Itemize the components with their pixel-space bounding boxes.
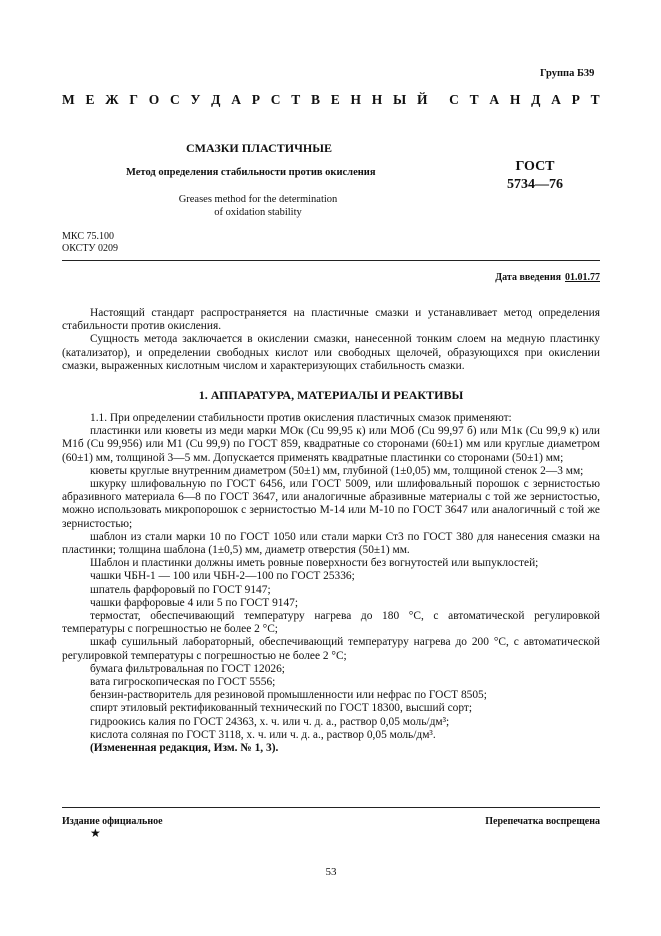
banner-letter: Р	[251, 92, 260, 107]
paragraph: Настоящий стандарт распространяется на пластичные смазки и устанавливает метод определения стабильности против окисления.	[62, 307, 600, 333]
gost-label: ГОСТ	[515, 159, 555, 174]
english-title	[120, 193, 396, 219]
section-body	[62, 412, 600, 755]
banner-letter: Е	[85, 92, 95, 107]
banner-letter: А	[551, 92, 561, 107]
banner-letter: О	[148, 92, 160, 107]
paragraph: шаблон из стали марки 10 по ГОСТ 1050 или стали марки Ст3 по ГОСТ 380 для нанесения смазки на пластинки; толщина шаблона (1±0,5) мм, диаметр отверстия (50±1) мм.	[62, 530, 600, 557]
paragraph: кислота соляная по ГОСТ 3118, х. ч. или ч. д. а., раствор 0,05 моль/дм³.	[90, 728, 436, 741]
okstu-code: ОКСТУ 0209	[62, 243, 119, 254]
paragraph: кюветы круглые внутренним диаметром (50±1) мм, глубиной (1±0,05) мм, толщиной стенок 2—3 мм;	[90, 464, 584, 477]
paragraph: бензин-растворитель для резиновой промышленности или нефрас по ГОСТ 8505;	[90, 689, 487, 702]
page-number: 53	[325, 866, 337, 878]
paragraph: Сущность метода заключается в окислении смазки, нанесенной тонким слоем на медную пластинку (катализатор), и определении свободных кислот или свободных щелочей, образующихся при окислении смазки, выраженных кислотным числом и характеризующих стабильность смазки.	[62, 333, 600, 372]
banner-letter: С	[270, 92, 281, 107]
footer-divider	[62, 807, 600, 808]
paragraph: Шаблон и пластинки должны иметь ровные поверхности без вогнутостей или выпуклостей;	[90, 557, 539, 570]
paragraph: шкаф сушильный лабораторный, обеспечивающий температуру нагрева до 200 °С, с автоматической регулировкой температуры с погрешностью не более 2 °С;	[62, 636, 600, 662]
banner-letter: Н	[509, 92, 521, 107]
paragraph: бумага фильтровальная по ГОСТ 12026;	[90, 662, 285, 675]
paragraph: шпатель фарфоровый по ГОСТ 9147;	[90, 583, 271, 596]
paragraph: пластинки или кюветы из меди марки МОк (Cu 99,95 к) или МОб (Cu 99,97 б) или М1к (Cu 99,9 к) или М1б (Cu 99,956) или М1 (Cu 99,9) по ГОСТ 859, квадратные со сторонами (60±1) мм или круглые диаметром (60±1) мм, толщиной 3—5 мм. Допускается применять квадратные пластинки со сторонами (50±1) мм;	[62, 425, 600, 464]
group-code: Группа Б39	[540, 68, 595, 79]
paragraph: спирт этиловый ректификованный технический по ГОСТ 18300, высший сорт;	[90, 702, 473, 715]
banner-letter: Р	[571, 92, 580, 107]
document-subtitle: Метод определения стабильности против окисления	[126, 167, 376, 178]
header-divider	[62, 260, 600, 261]
banner-letter: Г	[129, 92, 138, 107]
paragraph: чашки фарфоровые 4 или 5 по ГОСТ 9147;	[90, 596, 299, 609]
banner-letter: Т	[469, 92, 479, 107]
star-icon: ★	[90, 826, 101, 840]
english-title-line: Greases method for the determination	[178, 194, 338, 205]
mks-code: МКС 75.100	[62, 231, 114, 242]
reprint-prohibited-label: Перепечатка воспрещена	[485, 816, 600, 827]
effective-date-label: Дата введения	[495, 272, 561, 283]
official-edition-label: Издание официальное	[62, 816, 163, 827]
amendment-note: (Измененная редакция, Изм. № 1, 3).	[90, 742, 279, 755]
intro-text	[62, 307, 600, 373]
banner-letter: С	[449, 92, 459, 107]
gost-code: 5734—76	[507, 177, 563, 192]
gost-number	[490, 158, 580, 194]
banner-letter: Н	[350, 92, 362, 107]
banner-letter: В	[310, 92, 320, 107]
banner-letter: Й	[417, 92, 428, 107]
banner-letter: А	[231, 92, 241, 107]
paragraph: шкурку шлифовальную по ГОСТ 6456, или ГОСТ 5009, или шлифовальный порошок с зернистостью абразивного материала 6—8 по ГОСТ 3647, или аналогичные абразивные материалы с той же зернистостью, можно использовать микропорошок с зернистостью М-14 или М-10 по ГОСТ 3647 или аналогичный с той же зернистостью;	[62, 478, 600, 530]
effective-date	[62, 272, 600, 283]
banner-letter: Ы	[393, 92, 407, 107]
banner-letter: С	[169, 92, 180, 107]
standard-banner	[62, 92, 600, 108]
banner-letter: Т	[590, 92, 600, 107]
banner-letter: Н	[371, 92, 383, 107]
banner-letter: Е	[330, 92, 340, 107]
paragraph: 1.1. При определении стабильности против окисления пластичных смазок применяют:	[90, 412, 512, 424]
effective-date-value: 01.01.77	[565, 272, 600, 283]
paragraph: вата гигроскопическая по ГОСТ 5556;	[90, 676, 276, 689]
paragraph: чашки ЧБН-1 — 100 или ЧБН-2—100 по ГОСТ 25336;	[90, 570, 355, 583]
banner-letter: Ж	[105, 92, 119, 107]
banner-letter: Т	[291, 92, 301, 107]
english-title-line: of oxidation stability	[214, 207, 302, 218]
paragraph: гидроокись калия по ГОСТ 24363, х. ч. или ч. д. а., раствор 0,05 моль/дм³;	[90, 715, 450, 728]
banner-letter: Д	[211, 92, 221, 107]
classification-codes	[62, 231, 118, 255]
paragraph: термостат, обеспечивающий температуру нагрева до 180 °С, с автоматической регулировкой температуры с погрешностью не более 2 °С;	[62, 610, 600, 636]
banner-letter: Д	[531, 92, 541, 107]
banner-letter: У	[190, 92, 201, 107]
section-heading: 1. АППАРАТУРА, МАТЕРИАЛЫ И РЕАКТИВЫ	[198, 388, 464, 402]
banner-letter: М	[62, 92, 75, 107]
banner-letter: А	[489, 92, 500, 107]
document-title: СМАЗКИ ПЛАСТИЧНЫЕ	[186, 141, 333, 155]
